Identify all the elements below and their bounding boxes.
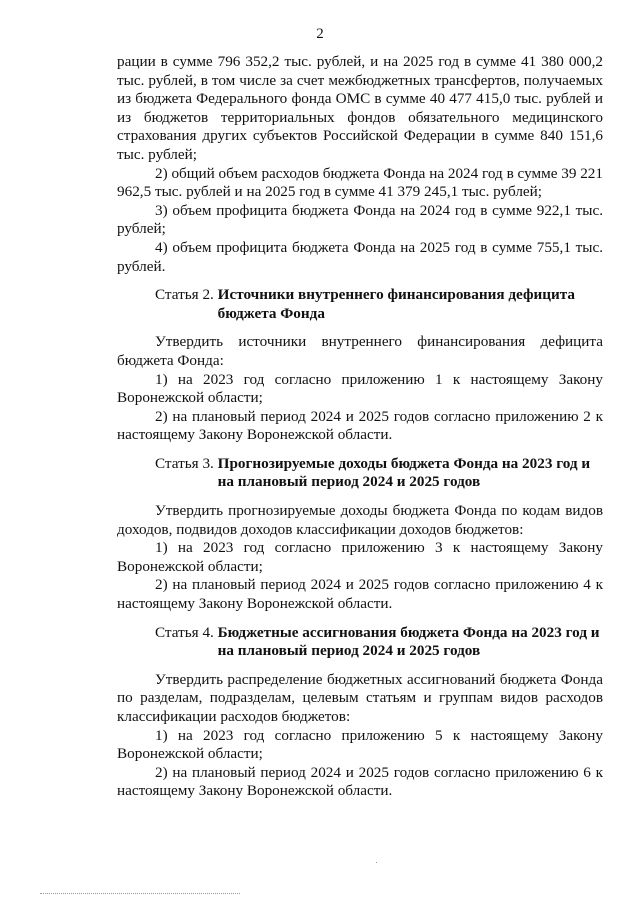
article3-heading	[117, 455, 603, 492]
article1-item-3: 3) объем профицита бюджета Фонда на 2024 год в сумме 922,1 тыс. рублей;	[117, 201, 603, 238]
article2-label: Статья 2.	[155, 286, 218, 304]
page-number: 2	[316, 26, 324, 42]
article4-item-2: 2) на плановый период 2024 и 2025 годов согласно приложению 6 к настоящему Закону Воронежской области.	[117, 763, 603, 800]
article3-intro: Утвердить прогнозируемые доходы бюджета Фонда по кодам видов доходов, подвидов доходов классификации доходов бюджетов:	[117, 502, 603, 538]
article2-title-cont: бюджета Фонда	[217, 304, 325, 322]
article2-item-2: 2) на плановый период 2024 и 2025 годов согласно приложению 2 к настоящему Закону Воронежской области.	[117, 407, 603, 444]
article4-heading	[117, 624, 603, 661]
article4-intro: Утвердить распределение бюджетных ассигнований бюджета Фонда по разделам, подразделам, целевым статьям и группам видов расходов классификации расходов бюджетов:	[117, 670, 603, 725]
article4-title: Бюджетные ассигнования бюджета Фонда на 2023 год и	[217, 623, 600, 641]
article3-title-cont: на плановый период 2024 и 2025 годов	[217, 473, 481, 491]
bottom-scan-line	[40, 893, 240, 894]
article4-title-cont: на плановый период 2024 и 2025 годов	[217, 642, 481, 660]
article3-item-1: 1) на 2023 год согласно приложению 3 к настоящему Закону Воронежской области;	[117, 539, 603, 575]
article2-title: Источники внутреннего финансирования дефицита	[217, 286, 575, 304]
article4-label: Статья 4.	[155, 623, 218, 641]
article3-label: Статья 3.	[155, 454, 218, 472]
article2-intro: Утвердить источники внутреннего финансирования дефицита бюджета Фонда:	[117, 333, 603, 369]
article4-item-1: 1) на 2023 год согласно приложению 5 к настоящему Закону Воронежской области;	[117, 726, 603, 763]
article1-item-2: 2) общий объем расходов бюджета Фонда на 2024 год в сумме 39 221 962,5 тыс. рублей и на 2025 год в сумме 41 379 245,1 тыс. рублей;	[117, 164, 603, 201]
article1-item-4: 4) объем профицита бюджета Фонда на 2025 год в сумме 755,1 тыс. рублей.	[117, 238, 603, 275]
scan-speck	[376, 862, 377, 863]
article1-continuation-paragraph: рации в сумме 796 352,2 тыс. рублей, и на 2025 год в сумме 41 380 000,2 тыс. рублей, в том числе за счет межбюджетных трансфертов, получаемых из бюджета Федерального фонда ОМС в сумме 40 477 415,0 тыс. рублей и из бюджетов территориальных фондов обязательного медицинского страхования других субъектов Российской Федерации в сумме 840 151,6 тыс. рублей;	[117, 53, 603, 163]
document-body	[117, 53, 603, 801]
article2-heading	[117, 286, 603, 323]
article3-title: Прогнозируемые доходы бюджета Фонда на 2023 год и	[217, 454, 591, 472]
article2-item-1: 1) на 2023 год согласно приложению 1 к настоящему Закону Воронежской области;	[117, 370, 603, 407]
article3-item-2: 2) на плановый период 2024 и 2025 годов согласно приложению 4 к настоящему Закону Воронежской области.	[117, 576, 603, 613]
